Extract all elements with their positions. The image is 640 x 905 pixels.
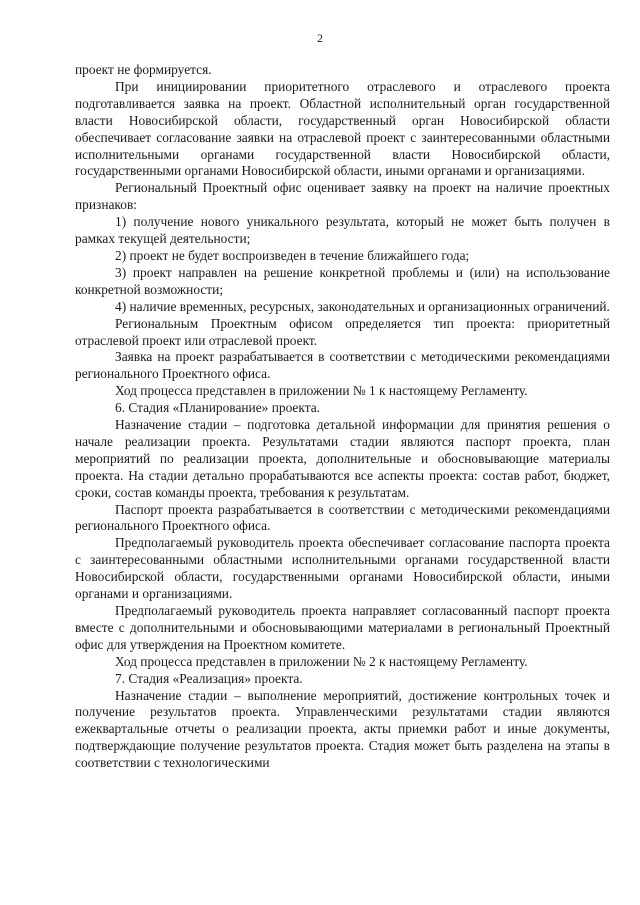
paragraph: проект не формируется. xyxy=(75,62,212,77)
paragraph: 4) наличие временных, ресурсных, законодательных и организационных ограничений. xyxy=(115,298,610,314)
page-number: 2 xyxy=(317,31,323,45)
paragraph: 2) проект не будет воспроизведен в течение ближайшего года; xyxy=(115,247,470,263)
paragraph: Региональный Проектный офис оценивает заявку на проект на наличие проектных признаков: xyxy=(75,180,610,213)
paragraph: Паспорт проекта разрабатывается в соответствии с методическими рекомендациями регионального Проектного офиса. xyxy=(75,501,610,534)
paragraph: Региональным Проектным офисом определяется тип проекта: приоритетный отраслевой проект или отраслевой проект. xyxy=(75,315,610,348)
paragraph: 7. Стадия «Реализация» проекта. xyxy=(115,670,303,686)
paragraph: 1) получение нового уникального результата, который не может быть получен в рамках текущей деятельности; xyxy=(75,214,610,247)
paragraph: Назначение стадии – выполнение мероприятий, достижение контрольных точек и получение результатов проекта. Управленческими результатами стадии являются ежеквартальные отчеты о реализации проекта, акты приемки работ и иные документы, подтверждающие получение результатов проекта. Стадия может быть разделена на этапы в соответствии с технологическими xyxy=(75,687,610,771)
paragraph: Предполагаемый руководитель проекта направляет согласованный паспорт проекта вместе с дополнительными и обосновывающими материалами в региональный Проектный офис для утверждения на Проектном комитете. xyxy=(75,603,610,652)
paragraph: При инициировании приоритетного отраслевого и отраслевого проекта подготавливается заявка на проект. Областной исполнительный орган государственной власти Новосибирской области, государственный орган Новосибирской области обеспечивает согласование заявки на отраслевой проект с заинтересованными областными исполнительными органами государственной власти Новосибирской области, государственными органами Новосибирской области, иными органами и организациями. xyxy=(75,78,610,179)
paragraph: 3) проект направлен на решение конкретной проблемы и (или) на использование конкретной возможности; xyxy=(75,264,610,297)
paragraph: Ход процесса представлен в приложении № 1 к настоящему Регламенту. xyxy=(115,383,528,399)
paragraph: 6. Стадия «Планирование» проекта. xyxy=(115,400,321,416)
paragraph: Ход процесса представлен в приложении № 2 к настоящему Регламенту. xyxy=(115,653,528,669)
document-body xyxy=(75,62,610,772)
paragraph: Предполагаемый руководитель проекта обеспечивает согласование паспорта проекта с заинтересованными областными исполнительными органами государственной власти Новосибирской области, государственными органами Новосибирской области, иными органами и организациями. xyxy=(75,535,610,602)
paragraph: Заявка на проект разрабатывается в соответствии с методическими рекомендациями регионального Проектного офиса. xyxy=(75,349,610,382)
paragraph: Назначение стадии – подготовка детальной информации для принятия решения о начале реализации проекта. Результатами стадии являются паспорт проекта, план мероприятий по реализации проекта, дополнительные и обосновывающие материалы проекта. На стадии детально прорабатываются все аспекты проекта: состав работ, бюджет, сроки, состав команды проекта, требования к результатам. xyxy=(75,417,610,500)
